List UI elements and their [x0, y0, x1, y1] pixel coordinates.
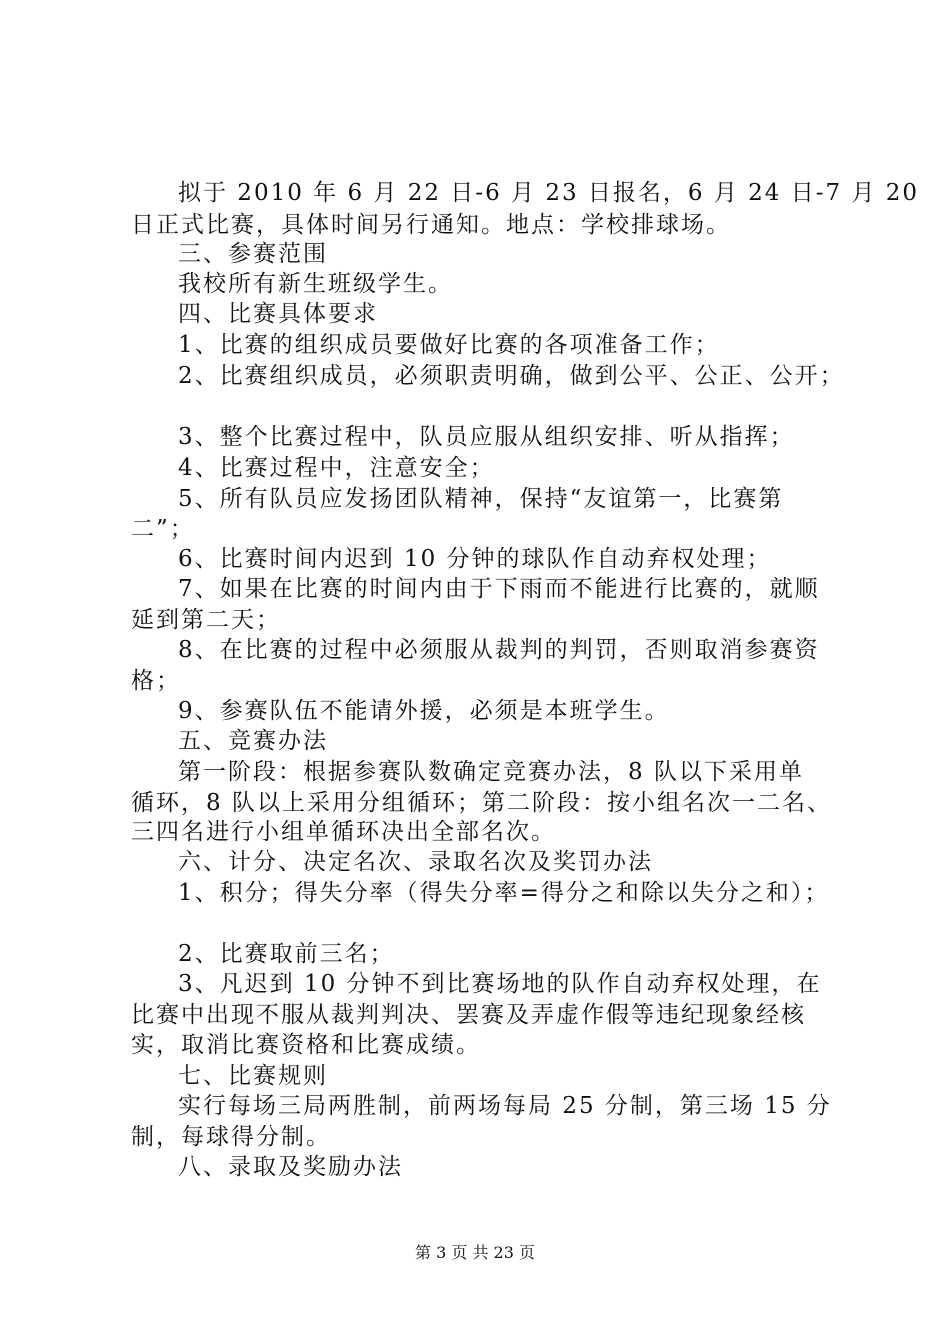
text-line: 三四名进行小组单循环决出全部名次。: [131, 819, 556, 845]
text-line: 日正式比赛，具体时间另行通知。地点：学校排球场。: [131, 212, 731, 238]
text-line: 实行每场三局两胜制，前两场每局 25 分制，第三场 15 分: [178, 1093, 832, 1119]
text-line: 我校所有新生班级学生。: [178, 271, 453, 297]
section-heading: 三、参赛范围: [178, 241, 328, 267]
list-item: 4、比赛过程中，注意安全；: [178, 455, 495, 481]
text-line: 循环，8 队以上采用分组循环；第二阶段：按小组名次一二名、: [131, 790, 832, 816]
list-item: 9、参赛队伍不能请外援，必须是本班学生。: [178, 698, 670, 724]
section-heading: 五、竞赛办法: [178, 728, 328, 754]
text-line: 延到第二天；: [131, 607, 281, 633]
text-line: 比赛中出现不服从裁判判决、罢赛及弄虚作假等违纪现象经核: [131, 1002, 806, 1028]
list-item: 3、整个比赛过程中，队员应服从组织安排、听从指挥；: [178, 424, 795, 450]
list-item: 1、积分；得失分率（得失分率=得分之和除以失分之和）；: [178, 880, 830, 906]
text-line: 二”；: [131, 516, 195, 542]
section-heading: 四、比赛具体要求: [178, 301, 378, 327]
text-line: 格；: [131, 668, 181, 694]
text-line: 拟于 2010 年 6 月 22 日-6 月 23 日报名，6 月 24 日-7 月 20: [178, 180, 920, 206]
list-item: 2、比赛取前三名；: [178, 941, 395, 967]
section-heading: 六、计分、决定名次、录取名次及奖罚办法: [178, 849, 653, 875]
list-item: 6、比赛时间内迟到 10 分钟的球队作自动弃权处理；: [178, 546, 772, 572]
section-heading: 七、比赛规则: [178, 1063, 328, 1089]
list-item: 3、凡迟到 10 分钟不到比赛场地的队作自动弃权处理，在: [178, 971, 822, 997]
list-item: 7、如果在比赛的时间内由于下雨而不能进行比赛的，就顺: [178, 576, 820, 602]
list-item: 2、比赛组织成员，必须职责明确，做到公平、公正、公开；: [178, 363, 845, 389]
list-item: 5、所有队员应发扬团队精神，保持“友谊第一，比赛第: [178, 486, 784, 512]
text-line: 第一阶段：根据参赛队数确定竞赛办法，8 队以下采用单: [178, 759, 804, 785]
list-item: 1、比赛的组织成员要做好比赛的各项准备工作；: [178, 332, 720, 358]
text-line: 实，取消比赛资格和比赛成绩。: [131, 1032, 481, 1058]
list-item: 8、在比赛的过程中必须服从裁判的判罚，否则取消参赛资: [178, 637, 820, 663]
page-number-footer: 第 3 页 共 23 页: [415, 1243, 535, 1262]
text-line: 制，每球得分制。: [131, 1124, 331, 1150]
section-heading: 八、录取及奖励办法: [178, 1154, 403, 1180]
